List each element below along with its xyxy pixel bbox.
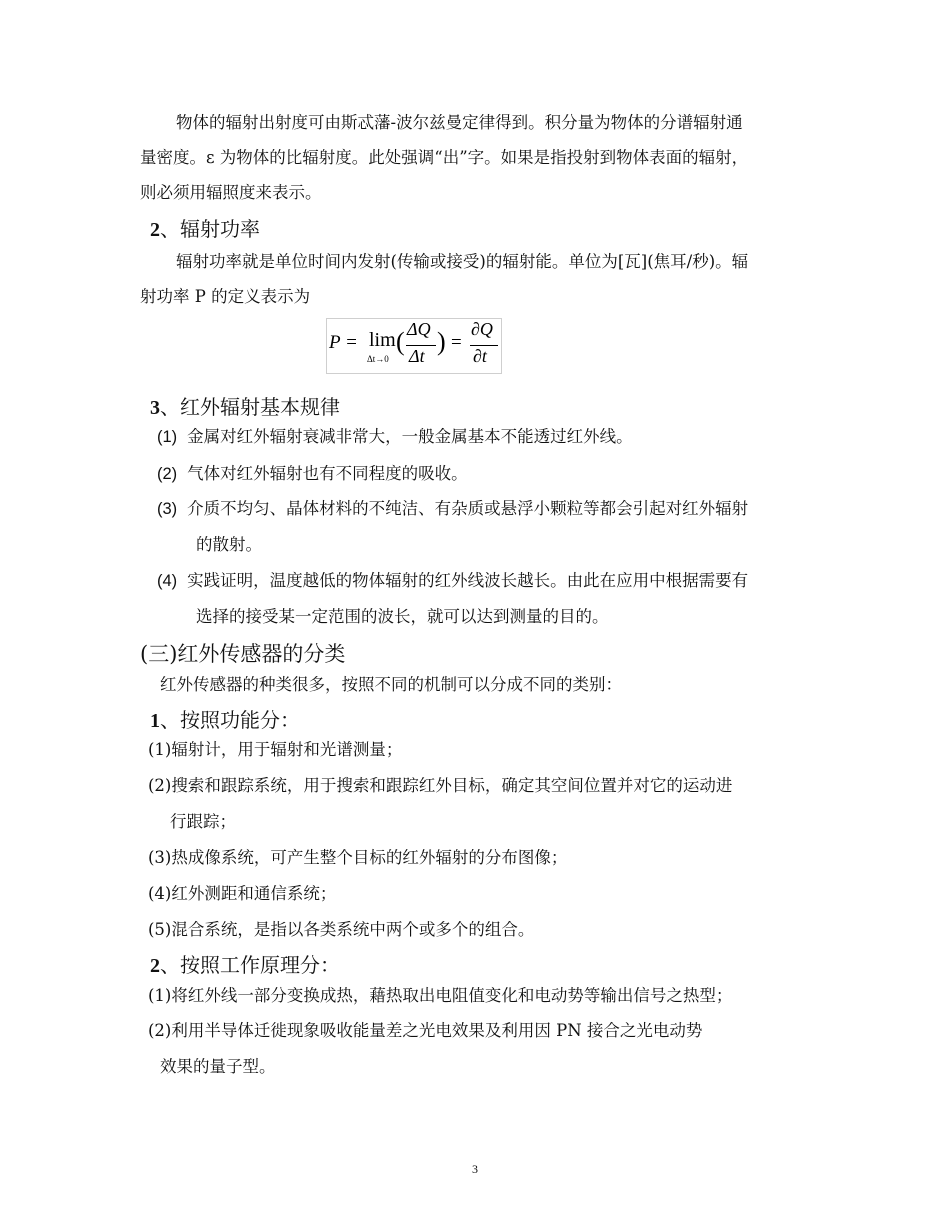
- list-item: (2)搜索和跟踪系统，用于搜索和跟踪红外目标，确定其空间位置并对它的运动进: [148, 776, 733, 795]
- list-item: (1) 金属对红外辐射衰减非常大，一般金属基本不能透过红外线。: [157, 427, 633, 446]
- formula-partial-numerator: ∂Q: [471, 319, 493, 339]
- formula-image: [326, 318, 502, 374]
- list-item-continuation: 的散射。: [196, 535, 262, 554]
- heading-title: 、按照功能分：: [160, 708, 300, 732]
- formula-equals: =: [451, 332, 462, 353]
- heading-title: 、辐射功率: [160, 217, 260, 241]
- list-item: (2)利用半导体迁徙现象吸收能量差之光电效果及利用因 PN 接合之光电动势: [148, 1021, 703, 1040]
- section-heading: [150, 951, 340, 980]
- list-item-continuation: 选择的接受某一定范围的波长，就可以达到测量的目的。: [196, 607, 609, 626]
- chapter-heading: (三)红外传感器的分类: [140, 642, 346, 666]
- list-item: (1)辐射计，用于辐射和光谱测量；: [148, 740, 403, 759]
- heading-number: 2: [150, 219, 160, 241]
- list-item: (4) 实践证明，温度越低的物体辐射的红外线波长越长。由此在应用中根据需要有: [157, 571, 749, 590]
- list-item: (3)热成像系统，可产生整个目标的红外辐射的分布图像；: [148, 848, 568, 867]
- heading-number: 1: [150, 710, 160, 732]
- formula-lhs: P =: [329, 332, 358, 353]
- section-heading: [150, 393, 340, 422]
- heading-title: 、按照工作原理分：: [160, 953, 340, 977]
- paragraph-line: 红外传感器的种类很多，按照不同的机制可以分成不同的类别：: [160, 675, 622, 694]
- formula-open-paren: (: [396, 327, 405, 356]
- list-item: (1)将红外线一部分变换成热，藉热取出电阻值变化和电动势等输出信号之热型；: [148, 986, 733, 1005]
- paragraph-line: 辐射功率就是单位时间内发射(传输或接受)的辐射能。单位为[瓦](焦耳/秒)。辐: [176, 252, 749, 271]
- formula-denominator: Δt: [409, 346, 425, 366]
- list-item-continuation: 行跟踪；: [170, 812, 236, 831]
- heading-number: 2: [150, 955, 160, 977]
- section-heading: [150, 706, 300, 735]
- formula-numerator: ΔQ: [407, 319, 431, 339]
- section-heading: [150, 215, 260, 244]
- list-item-continuation: 效果的量子型。: [160, 1057, 276, 1076]
- list-item: (4)红外测距和通信系统；: [148, 884, 337, 903]
- page-number: 3: [472, 1162, 478, 1176]
- paragraph-line: 物体的辐射出射度可由斯忒藩-波尔兹曼定律得到。积分量为物体的分谱辐射通: [176, 113, 743, 132]
- list-item: (5)混合系统，是指以各类系统中两个或多个的组合。: [148, 920, 535, 939]
- formula-lim: lim: [369, 329, 396, 351]
- heading-number: 3: [150, 397, 160, 419]
- paragraph-line: 射功率 P 的定义表示为: [140, 287, 311, 306]
- formula-partial-denominator: ∂t: [473, 346, 487, 366]
- list-item: (2) 气体对红外辐射也有不同程度的吸收。: [157, 464, 468, 483]
- heading-title: 、红外辐射基本规律: [160, 395, 340, 419]
- paragraph-line: 则必须用辐照度来表示。: [140, 183, 322, 202]
- paragraph-line: 量密度。ε 为物体的比辐射度。此处强调“出”字。如果是指投射到物体表面的辐射，: [140, 148, 749, 167]
- formula-close-paren: ): [437, 327, 446, 356]
- list-item: (3) 介质不均匀、晶体材料的不纯洁、有杂质或悬浮小颗粒等都会引起对红外辐射: [157, 499, 749, 518]
- formula-lim-sub: Δt→0: [367, 354, 389, 364]
